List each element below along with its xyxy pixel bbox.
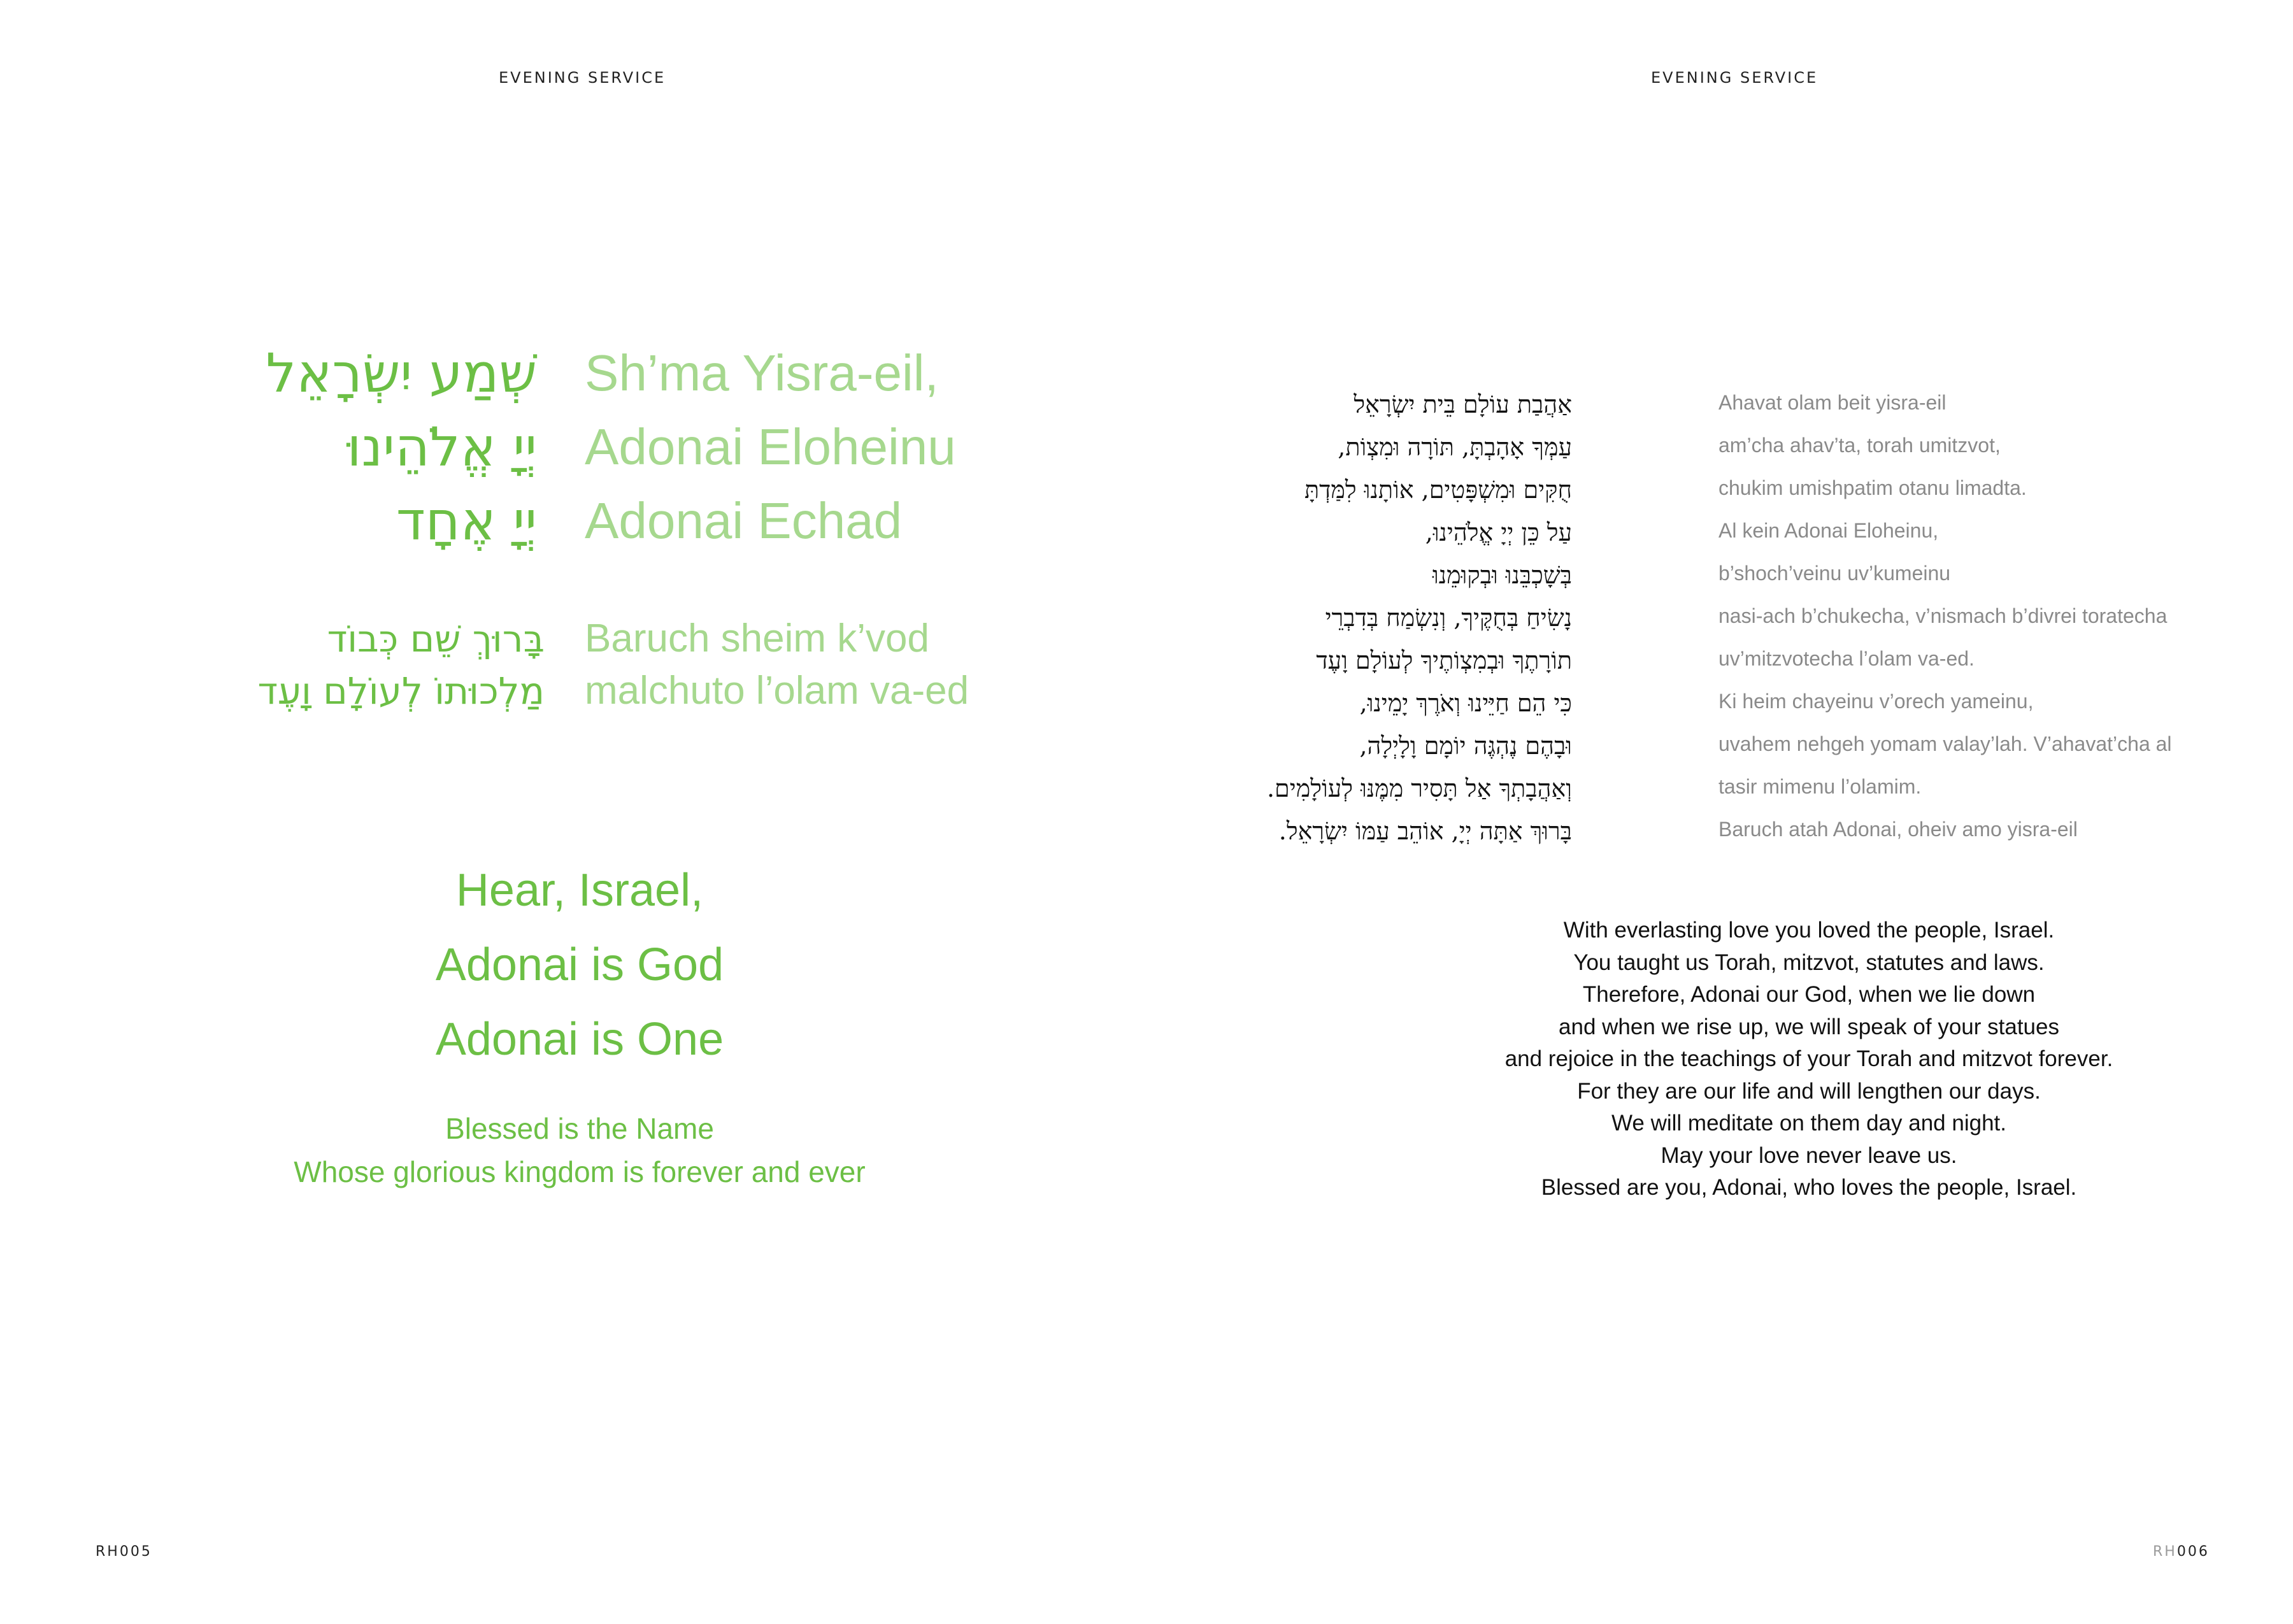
english-line: Blessed is the Name xyxy=(445,1112,714,1145)
ahavat-hebrew: עַל כֵּן יְיָ אֱלֹהֵינוּ, xyxy=(1425,518,1572,546)
shma-line xyxy=(0,410,1146,484)
ahavat-hebrew: בְּשָׁכְבֵּנוּ וּבְקוּמֵנוּ xyxy=(1432,561,1572,589)
ahavat-olam-block xyxy=(1146,383,2293,853)
ahavat-line xyxy=(1146,383,2293,426)
english-line: and rejoice in the teachings of your Torah and mitzvot forever. xyxy=(1504,1046,2113,1071)
running-head: EVENING SERVICE xyxy=(499,69,666,87)
ahavat-transliteration: nasi-ach b’chukecha, v’nismach b’divrei toratecha xyxy=(1718,604,2168,627)
ahavat-line xyxy=(1146,426,2293,469)
english-line: Adonai is God xyxy=(435,939,724,990)
ahavat-transliteration: uvahem nehgeh yomam valay’lah. V’ahavat’cha al xyxy=(1718,732,2172,755)
shma-line xyxy=(0,484,1146,558)
shma-line xyxy=(0,336,1146,410)
ahavat-hebrew: עַמְּךָ אָהָבְתָּ, תּוֹרָה וּמִצְוֹת, xyxy=(1338,433,1572,461)
english-line: Whose glorious kingdom is forever and ever xyxy=(294,1155,866,1188)
baruch-block xyxy=(0,613,1146,717)
ahavat-line xyxy=(1146,554,2293,597)
english-line: and when we rise up, we will speak of your statues xyxy=(1559,1014,2059,1039)
ahavat-line xyxy=(1146,810,2293,853)
ahavat-line xyxy=(1146,725,2293,767)
english-line: For they are our life and will lengthen our days. xyxy=(1577,1078,2041,1104)
ahavat-hebrew: וְאַהֲבָתְךָ אַל תָּסִיר מִמֶּנּוּ לְעוֹלָמִים. xyxy=(1266,774,1572,802)
ahavat-line xyxy=(1146,469,2293,511)
english-line: With everlasting love you loved the people, Israel. xyxy=(1563,918,2055,943)
ahavat-hebrew: אַהֲבַת עוֹלָם בֵּית יִשְׂרָאֵל xyxy=(1354,390,1572,418)
ahavat-transliteration: Ahavat olam beit yisra-eil xyxy=(1718,391,1947,414)
shma-hebrew: שְׁמַע יִשְׂרָאֵל xyxy=(266,342,537,404)
page-number-prefix: RH xyxy=(2153,1544,2177,1560)
baruch-line xyxy=(0,665,1146,717)
shma-block xyxy=(0,336,1146,558)
baruch-transliteration: malchuto l’olam va-ed xyxy=(585,669,969,713)
baruch-line xyxy=(0,613,1146,665)
baruch-transliteration: Baruch sheim k’vod xyxy=(585,616,930,660)
shma-hebrew: יְיָ אֱלֹהֵינוּ xyxy=(346,416,537,478)
shma-transliteration: Adonai Echad xyxy=(585,492,903,549)
english-line: May your love never leave us. xyxy=(1661,1143,1957,1168)
shma-transliteration: Sh’ma Yisra-eil, xyxy=(585,345,939,401)
ahavat-transliteration: Ki heim chayeinu v’orech yameinu, xyxy=(1718,690,2034,713)
english-line: We will meditate on them day and night. xyxy=(1611,1111,2006,1136)
ahavat-transliteration: am’cha ahav’ta, torah umitzvot, xyxy=(1718,434,2001,457)
ahavat-line xyxy=(1146,511,2293,554)
ahavat-line xyxy=(1146,597,2293,639)
ahavat-transliteration: Al kein Adonai Eloheinu, xyxy=(1718,519,1939,542)
page-number: RH005 xyxy=(96,1544,152,1560)
left-page xyxy=(0,0,1146,1624)
right-page xyxy=(1146,0,2293,1624)
ahavat-line xyxy=(1146,639,2293,682)
ahavat-transliteration: b’shoch’veinu uv’kumeinu xyxy=(1718,562,1951,585)
english-line: Therefore, Adonai our God, when we lie down xyxy=(1582,982,2036,1007)
ahavat-hebrew: וּבָהֶם נֶהְגֶּה יוֹמָם וָלָיְלָה, xyxy=(1359,732,1572,760)
baruch-hebrew: בָּרוּךְ שֵׁם כְּבוֹד xyxy=(327,617,545,660)
ahavat-hebrew: נָשִׂיחַ בְּחֻקֶּיךָ, וְנִשְׂמַח בְּדִבְרֵי xyxy=(1325,604,1572,632)
ahavat-transliteration: chukim umishpatim otanu limadta. xyxy=(1718,476,2027,499)
shma-transliteration: Adonai Eloheinu xyxy=(585,418,956,475)
ahavat-transliteration: uv’mitzvotecha l’olam va-ed. xyxy=(1718,647,1975,670)
page-number-value: 006 xyxy=(2176,1544,2210,1560)
ahavat-hebrew: בָּרוּךְ אַתָּה יְיָ, אוֹהֵב עַמּוֹ יִשְׂרָאֵל. xyxy=(1278,817,1572,845)
shma-hebrew: יְיָ אֶחָד xyxy=(396,490,537,552)
shma-english-translation xyxy=(197,853,962,1077)
ahavat-transliteration: tasir mimenu l’olamim. xyxy=(1718,775,1922,798)
english-line: Hear, Israel, xyxy=(455,865,704,916)
english-line: Blessed are you, Adonai, who loves the people, Israel. xyxy=(1541,1175,2077,1200)
ahavat-transliteration: Baruch atah Adonai, oheiv amo yisra-eil xyxy=(1718,818,2078,841)
ahavat-hebrew: כִּי הֵם חַיֵּינוּ וְאֹרֶךְ יָמֵינוּ, xyxy=(1359,689,1572,717)
baruch-english-translation xyxy=(197,1107,962,1193)
english-line: Adonai is One xyxy=(435,1014,724,1065)
running-head: EVENING SERVICE xyxy=(1651,69,1818,87)
ahavat-line xyxy=(1146,682,2293,725)
ahavat-hebrew: תוֹרָתֶךָ וּבְמִצְוֹתֶיךָ לְעוֹלָם וָעֶד xyxy=(1316,646,1572,674)
page-number xyxy=(2153,1544,2210,1560)
baruch-hebrew: מַלְכוּתוֹ לְעוֹלָם וָעֶד xyxy=(257,669,545,713)
ahavat-line xyxy=(1146,767,2293,810)
english-line: You taught us Torah, mitzvot, statutes and laws. xyxy=(1573,950,2045,975)
ahavat-hebrew: חֻקִּים וּמִשְׁפָּטִים, אוֹתָנוּ לִמַּדְתָּ xyxy=(1304,476,1572,504)
